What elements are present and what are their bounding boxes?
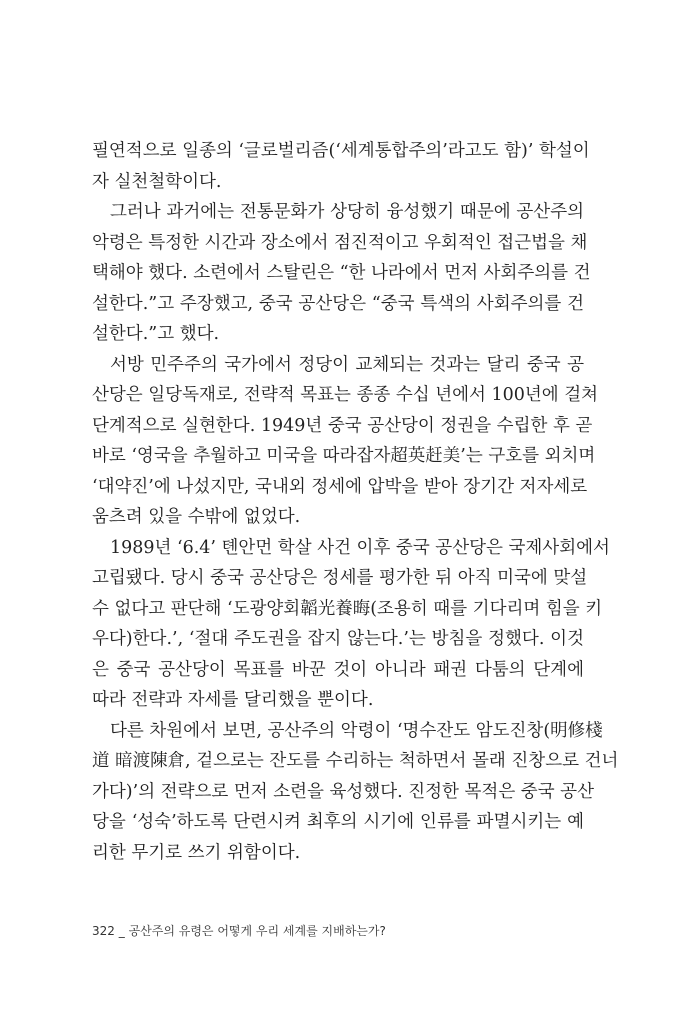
text-line: 다른 차원에서 보면, 공산주의 악령이 ‘명수잔도 암도진창(明修棧: [110, 720, 603, 741]
body-text: [92, 136, 619, 868]
text-line: 설한다.”고 했다.: [92, 324, 220, 344]
text-line: 고립됐다. 당시 중국 공산당은 정세를 평가한 뒤 아직 미국에 맞설: [92, 568, 588, 588]
text-line: 道 暗渡陳倉, 겉으로는 잔도를 수리하는 척하면서 몰래 진창으로 건너: [92, 751, 619, 771]
text-line: 당을 ‘성숙’하도록 단련시켜 최후의 시기에 인류를 파멸시키는 예: [92, 812, 584, 832]
text-line: 자 실천철학이다.: [92, 171, 222, 192]
text-line: 리한 무기로 쓰기 위함이다.: [92, 842, 301, 863]
text-line: 서방 민주주의 국가에서 정당이 교체되는 것과는 달리 중국 공: [110, 354, 584, 375]
text-line: 악령은 특정한 시간과 장소에서 점진적이고 우회적인 접근법을 채: [92, 232, 588, 253]
page-footer: [92, 922, 386, 939]
text-line: 가다)’의 전략으로 먼저 소련을 육성했다. 진정한 목적은 중국 공산: [92, 781, 594, 802]
text-line: 필연적으로 일종의 ‘글로벌리즘(‘세계통합주의’라고도 함)’ 학설이: [92, 141, 590, 161]
text-line: 은 중국 공산당이 목표를 바꾼 것이 아니라 패권 다툼의 단계에: [92, 659, 584, 680]
text-line: 설한다.”고 주장했고, 중국 공산당은 “중국 특색의 사회주의를 건: [92, 293, 584, 314]
text-line: 택해야 했다. 소련에서 스탈린은 “한 나라에서 먼저 사회주의를 건: [92, 263, 591, 283]
text-line: 움츠려 있을 수밖에 없었다.: [92, 507, 301, 527]
book-title: 공산주의 유령은 어떻게 우리 세계를 지배하는가?: [128, 924, 386, 938]
text-line: 우다)한다.’, ‘절대 주도권을 잡지 않는다.’는 방침을 정했다. 이것: [92, 629, 584, 649]
text-line: 1989년 ‘6.4’ 톈안먼 학살 사건 이후 중국 공산당은 국제사회에서: [110, 537, 610, 558]
text-line: 산당은 일당독재로, 전략적 목표는 종종 수십 년에서 100년에 걸쳐: [92, 385, 599, 405]
text-line: 따라 전략과 자세를 달리했을 뿐이다.: [92, 690, 374, 710]
text-line: 바로 ‘영국을 추월하고 미국을 따라잡자超英赶美’는 구호를 외치며: [92, 446, 596, 466]
footer-separator: _: [118, 924, 125, 938]
text-line: 수 없다고 판단해 ‘도광양회韜光養晦(조용히 때를 기다리며 힘을 키: [92, 598, 603, 619]
text-line: 그러나 과거에는 전통문화가 상당히 융성했기 때문에 공산주의: [110, 202, 584, 222]
page-number: 322: [92, 924, 115, 938]
text-line: 단계적으로 실현한다. 1949년 중국 공산당이 정권을 수립한 후 곧: [92, 415, 593, 436]
text-line: ‘대약진’에 나섰지만, 국내외 정세에 압박을 받아 장기간 저자세로: [92, 476, 588, 497]
